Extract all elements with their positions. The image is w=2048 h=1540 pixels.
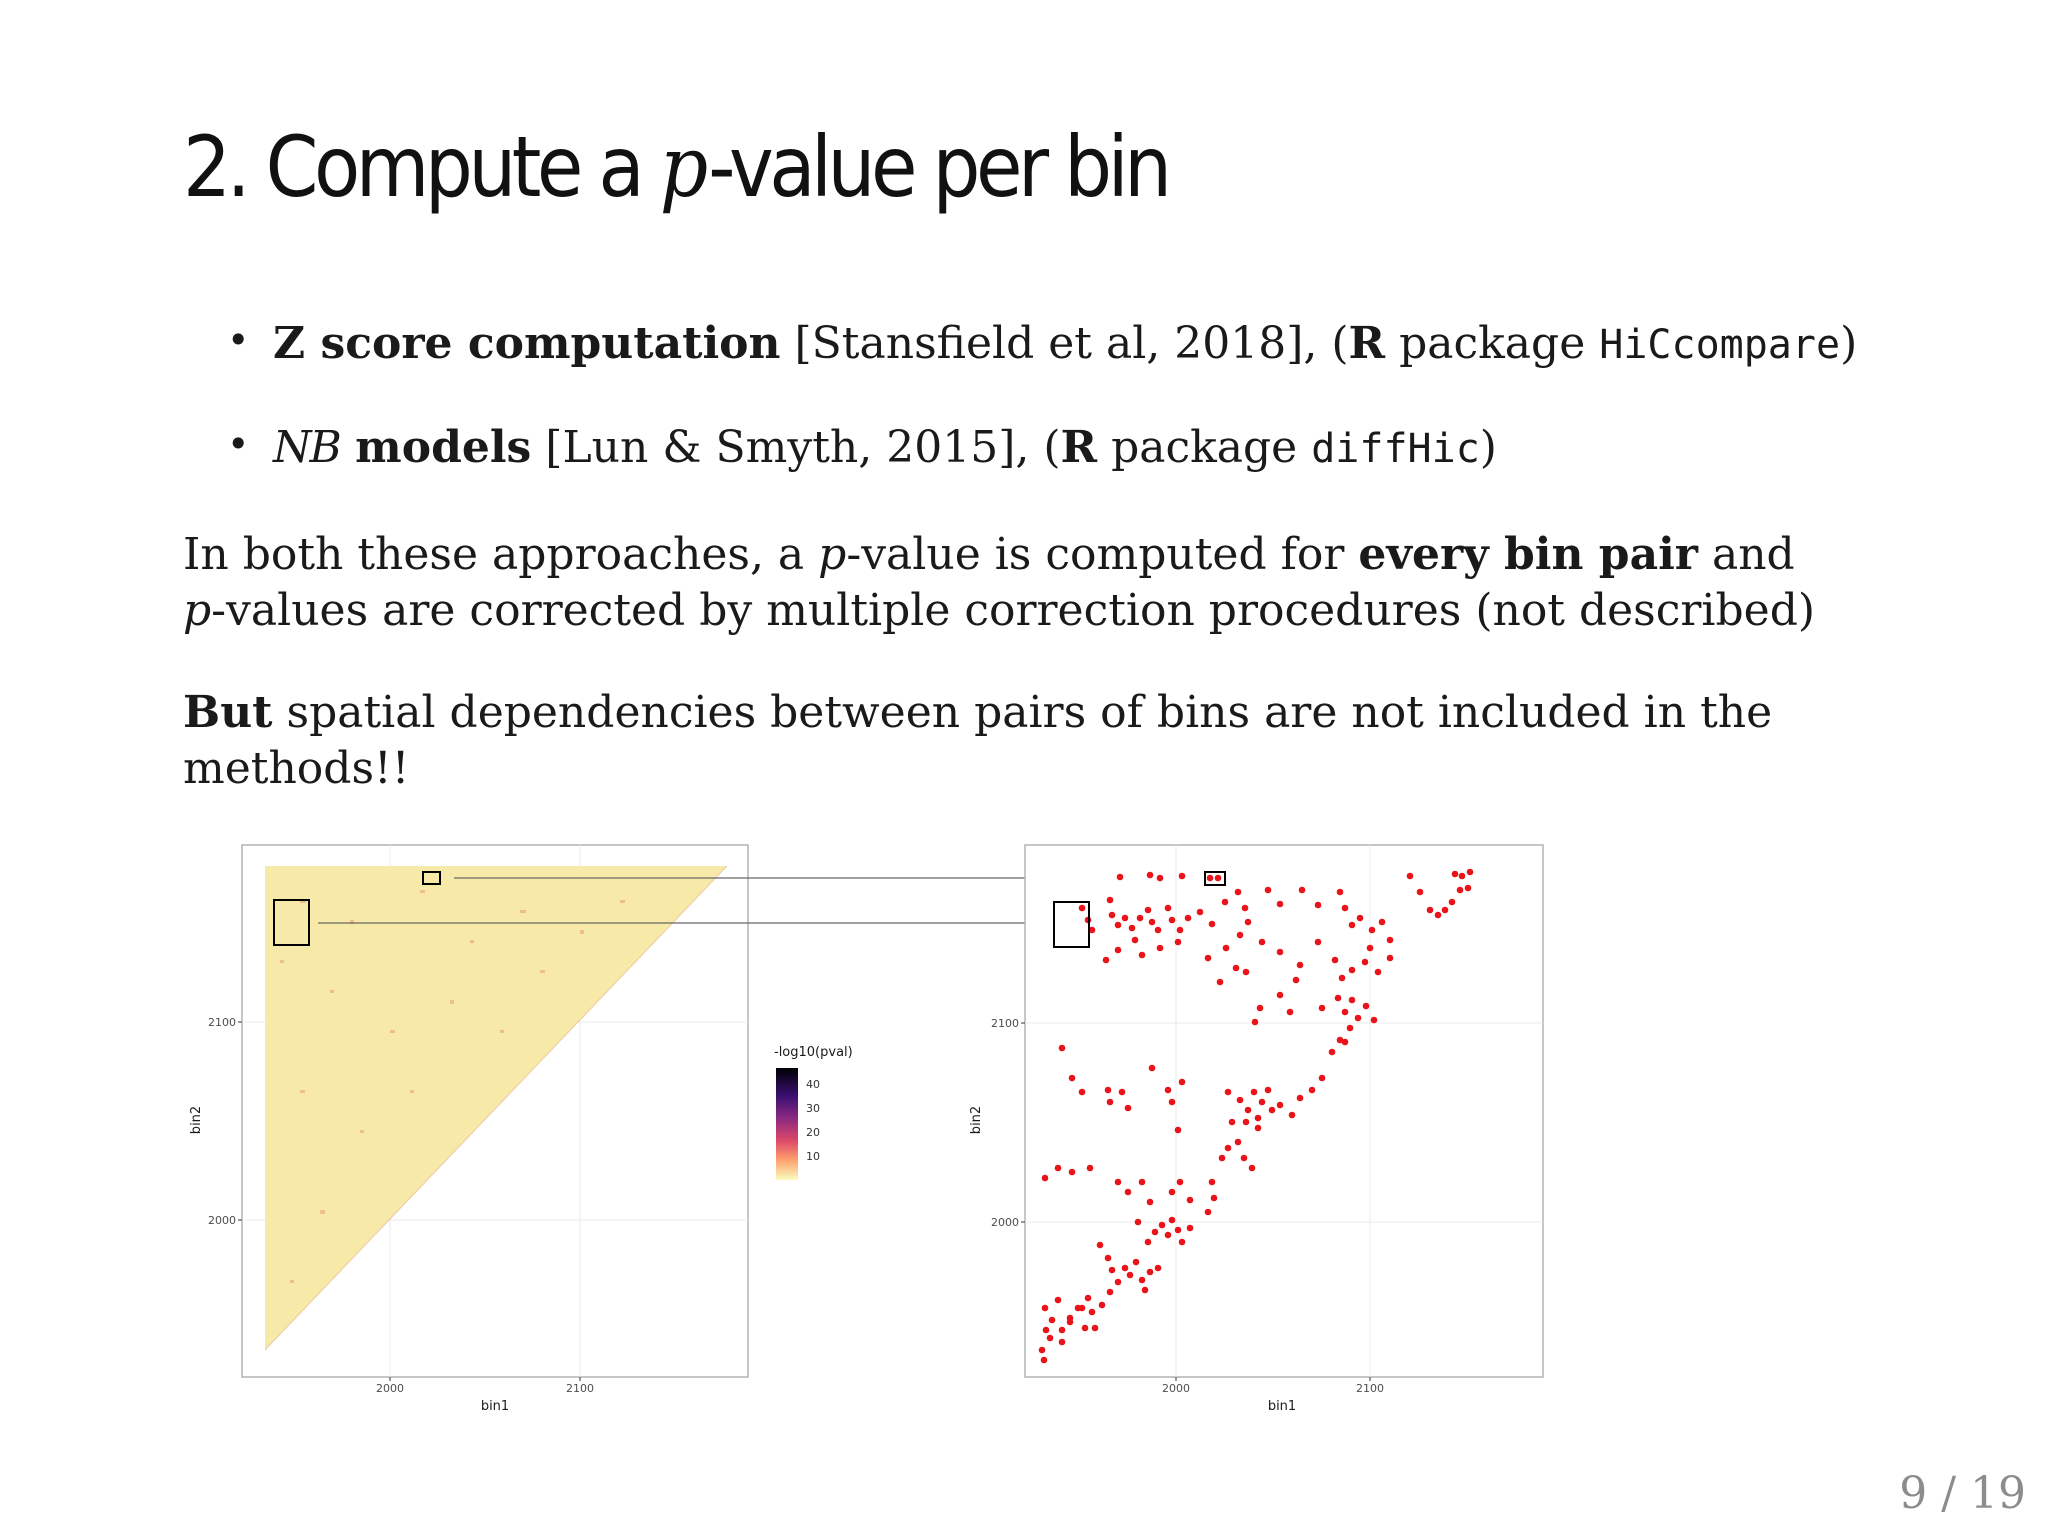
scatter-point — [1067, 1315, 1074, 1322]
scatter-point — [1297, 962, 1304, 969]
right-ytick: 2100 — [991, 1017, 1019, 1030]
scatter-point — [1237, 1097, 1244, 1104]
left-xlabel: bin1 — [480, 1399, 510, 1414]
scatter-point — [1169, 1099, 1176, 1106]
r-lang: R — [1060, 422, 1098, 473]
scatter-point — [1145, 1239, 1152, 1246]
scatter-point — [1197, 909, 1204, 916]
scatter-point — [1157, 875, 1164, 882]
scatter-point — [1449, 899, 1456, 906]
scatter-point — [1107, 1099, 1114, 1106]
scatter-point — [1049, 1317, 1056, 1324]
scatter-point — [1289, 1112, 1296, 1119]
left-heatmap-plot — [189, 845, 748, 1414]
scatter-point — [1129, 925, 1136, 932]
scatter-point — [1179, 1079, 1186, 1086]
scatter-point — [1079, 905, 1086, 912]
legend-tick: 10 — [806, 1150, 820, 1163]
scatter-point — [1135, 1219, 1142, 1226]
legend-tick: 40 — [806, 1078, 820, 1091]
scatter-point — [1147, 872, 1154, 879]
scatter-point — [1097, 1242, 1104, 1249]
scatter-point — [1119, 1089, 1126, 1096]
scatter-point — [1149, 1065, 1156, 1072]
scatter-point — [1117, 874, 1124, 881]
scatter-point — [1187, 1197, 1194, 1204]
scatter-point — [1175, 1127, 1182, 1134]
scatter-point — [1041, 1357, 1048, 1364]
scatter-point — [1132, 937, 1139, 944]
scatter-point — [1209, 921, 1216, 928]
scatter-point — [1235, 1139, 1242, 1146]
package-name: HiCcompare — [1599, 322, 1841, 368]
scatter-point — [1059, 1339, 1066, 1346]
scatter-point — [1122, 915, 1129, 922]
scatter-point — [1349, 967, 1356, 974]
scatter-point — [1329, 1049, 1336, 1056]
scatter-point — [1122, 1265, 1129, 1272]
scatter-point — [1205, 1209, 1212, 1216]
page-number: 9 / 19 — [1899, 1468, 2026, 1519]
scatter-point — [1107, 1289, 1114, 1296]
scatter-point — [1293, 977, 1300, 984]
right-xtick: 2000 — [1162, 1382, 1190, 1395]
scatter-point — [1109, 912, 1116, 919]
scatter-point — [1265, 887, 1272, 894]
scatter-point — [1243, 969, 1250, 976]
scatter-point — [1211, 1195, 1218, 1202]
scatter-point — [1452, 871, 1459, 878]
scatter-point — [1169, 917, 1176, 924]
scatter-point — [1245, 919, 1252, 926]
scatter-point — [1105, 1087, 1112, 1094]
scatter-point — [1242, 905, 1249, 912]
scatter-point — [1215, 875, 1222, 882]
scatter-point — [1175, 939, 1182, 946]
scatter-point — [1175, 1227, 1182, 1234]
scatter-point — [1219, 1155, 1226, 1162]
scatter-point — [1435, 912, 1442, 919]
bullet-bold: models — [339, 422, 532, 473]
right-scatter-plot — [969, 845, 1543, 1414]
legend-tick: 20 — [806, 1126, 820, 1139]
scatter-point — [1255, 1115, 1262, 1122]
scatter-point — [1225, 1089, 1232, 1096]
scatter-point — [1207, 875, 1214, 882]
scatter-point — [1042, 1175, 1049, 1182]
scatter-point — [1125, 1189, 1132, 1196]
scatter-point — [1165, 1232, 1172, 1239]
scatter-point — [1269, 1107, 1276, 1114]
scatter-point — [1217, 979, 1224, 986]
scatter-point — [1243, 1119, 1250, 1126]
scatter-point — [1332, 957, 1339, 964]
scatter-point — [1342, 1009, 1349, 1016]
scatter-point — [1087, 1165, 1094, 1172]
scatter-point — [1147, 1199, 1154, 1206]
scatter-point — [1251, 1089, 1258, 1096]
scatter-point — [1069, 1169, 1076, 1176]
scatter-point — [1342, 905, 1349, 912]
scatter-point — [1177, 927, 1184, 934]
scatter-point — [1169, 1217, 1176, 1224]
scatter-point — [1209, 1179, 1216, 1186]
scatter-point — [1115, 1279, 1122, 1286]
scatter-point — [1387, 955, 1394, 962]
scatter-point — [1442, 907, 1449, 914]
scatter-point — [1277, 992, 1284, 999]
scatter-point — [1335, 995, 1342, 1002]
math-p-symbol: p — [659, 118, 709, 216]
right-xlabel: bin1 — [1267, 1399, 1297, 1414]
figure-comparison — [0, 830, 2048, 1536]
scatter-point — [1465, 885, 1472, 892]
scatter-point — [1233, 965, 1240, 972]
scatter-point — [1137, 915, 1144, 922]
scatter-point — [1309, 1087, 1316, 1094]
scatter-point — [1417, 889, 1424, 896]
scatter-point — [1059, 1045, 1066, 1052]
bullet-ref: [Stansfield et al, 2018], ( — [780, 318, 1349, 369]
scatter-point — [1055, 1165, 1062, 1172]
scatter-point — [1165, 1087, 1172, 1094]
scatter-point — [1339, 975, 1346, 982]
scatter-point — [1222, 899, 1229, 906]
scatter-point — [1265, 1087, 1272, 1094]
paragraph-approaches: In both these approaches, a p-value is computed for every bin pair and p-values are corrected by multiple correction procedures (not described) — [183, 529, 1816, 636]
scatter-point — [1205, 955, 1212, 962]
scatter-point — [1039, 1347, 1046, 1354]
scatter-point — [1185, 915, 1192, 922]
scatter-point — [1249, 1165, 1256, 1172]
scatter-point — [1252, 1019, 1259, 1026]
left-ylabel: bin2 — [189, 1105, 204, 1135]
scatter-point — [1179, 873, 1186, 880]
scatter-point — [1079, 1305, 1086, 1312]
scatter-point — [1225, 1145, 1232, 1152]
scatter-point — [1145, 907, 1152, 914]
scatter-point — [1299, 887, 1306, 894]
scatter-point — [1043, 1327, 1050, 1334]
scatter-point — [1319, 1075, 1326, 1082]
scatter-point — [1155, 1265, 1162, 1272]
scatter-point — [1257, 1005, 1264, 1012]
right-ylabel: bin2 — [969, 1105, 984, 1135]
scatter-point — [1369, 927, 1376, 934]
scatter-point — [1245, 1107, 1252, 1114]
scatter-point — [1255, 1125, 1262, 1132]
package-name: diffHic — [1311, 426, 1480, 472]
scatter-point — [1387, 937, 1394, 944]
scatter-point — [1177, 1179, 1184, 1186]
scatter-point — [1157, 945, 1164, 952]
scatter-point — [1237, 932, 1244, 939]
scatter-point — [1277, 901, 1284, 908]
scatter-point — [1179, 1239, 1186, 1246]
scatter-point — [1229, 1119, 1236, 1126]
scatter-point — [1165, 905, 1172, 912]
scatter-point — [1427, 907, 1434, 914]
scatter-point — [1347, 1025, 1354, 1032]
scatter-point — [1152, 1229, 1159, 1236]
scatter-point — [1115, 922, 1122, 929]
slide-title: 2. Compute a p-value per bin — [183, 118, 1168, 216]
scatter-point — [1357, 915, 1364, 922]
scatter-point — [1277, 1102, 1284, 1109]
scatter-point — [1315, 939, 1322, 946]
scatter-point — [1159, 1222, 1166, 1229]
scatter-point — [1367, 945, 1374, 952]
scatter-point — [1355, 1015, 1362, 1022]
legend-title: -log10(pval) — [774, 1045, 853, 1060]
scatter-point — [1155, 927, 1162, 934]
scatter-point — [1147, 1269, 1154, 1276]
scatter-point — [1362, 959, 1369, 966]
scatter-point — [1149, 919, 1156, 926]
scatter-point — [1259, 1099, 1266, 1106]
scatter-point — [1139, 1277, 1146, 1284]
scatter-point — [1371, 1017, 1378, 1024]
scatter-point — [1082, 1325, 1089, 1332]
legend-tick: 30 — [806, 1102, 820, 1115]
scatter-point — [1259, 939, 1266, 946]
scatter-point — [1375, 969, 1382, 976]
left-xtick: 2000 — [376, 1382, 404, 1395]
r-lang: R — [1348, 318, 1386, 369]
scatter-point — [1287, 1009, 1294, 1016]
scatter-point — [1349, 997, 1356, 1004]
scatter-point — [1142, 1287, 1149, 1294]
scatter-point — [1139, 1179, 1146, 1186]
left-ytick: 2000 — [208, 1214, 236, 1227]
scatter-point — [1139, 952, 1146, 959]
scatter-point — [1107, 897, 1114, 904]
scatter-point — [1169, 1189, 1176, 1196]
right-ytick: 2000 — [991, 1216, 1019, 1229]
scatter-point — [1055, 1297, 1062, 1304]
scatter-point — [1459, 873, 1466, 880]
scatter-point — [1241, 1155, 1248, 1162]
scatter-point — [1092, 1325, 1099, 1332]
scatter-point — [1115, 947, 1122, 954]
scatter-point — [1109, 1267, 1116, 1274]
bullet-ref: [Lun & Smyth, 2015], ( — [531, 422, 1061, 473]
scatter-point — [1059, 1327, 1066, 1334]
scatter-point — [1047, 1335, 1054, 1342]
scatter-point — [1187, 1225, 1194, 1232]
scatter-point — [1277, 949, 1284, 956]
paragraph-dependencies: But spatial dependencies between pairs of bins are not included in the methods!! — [183, 687, 1773, 794]
scatter-point — [1407, 873, 1414, 880]
scatter-point — [1125, 1105, 1132, 1112]
scatter-point — [1085, 1295, 1092, 1302]
scatter-point — [1319, 1005, 1326, 1012]
math-nb-symbol: NB — [273, 422, 340, 473]
scatter-point — [1115, 1179, 1122, 1186]
scatter-point — [1297, 1095, 1304, 1102]
scatter-point — [1342, 1039, 1349, 1046]
scatter-point — [1349, 922, 1356, 929]
scatter-point — [1105, 1255, 1112, 1262]
scatter-point — [1103, 957, 1110, 964]
scatter-point — [1089, 1309, 1096, 1316]
scatter-point — [1127, 1272, 1134, 1279]
scatter-point — [1337, 889, 1344, 896]
scatter-point — [1379, 919, 1386, 926]
left-ytick: 2100 — [208, 1016, 236, 1029]
scatter-point — [1315, 902, 1322, 909]
scatter-point — [1457, 887, 1464, 894]
scatter-point — [1099, 1302, 1106, 1309]
scatter-point — [1042, 1305, 1049, 1312]
bullet-bold: Z score computation — [273, 318, 781, 369]
scatter-point — [1363, 1003, 1370, 1010]
right-xtick: 2100 — [1356, 1382, 1384, 1395]
scatter-point — [1079, 1089, 1086, 1096]
scatter-point — [1069, 1075, 1076, 1082]
scatter-point — [1235, 889, 1242, 896]
left-xtick: 2100 — [566, 1382, 594, 1395]
scatter-point — [1133, 1259, 1140, 1266]
scatter-point — [1223, 945, 1230, 952]
pvalue-legend — [774, 1045, 853, 1180]
scatter-point — [1467, 869, 1474, 876]
